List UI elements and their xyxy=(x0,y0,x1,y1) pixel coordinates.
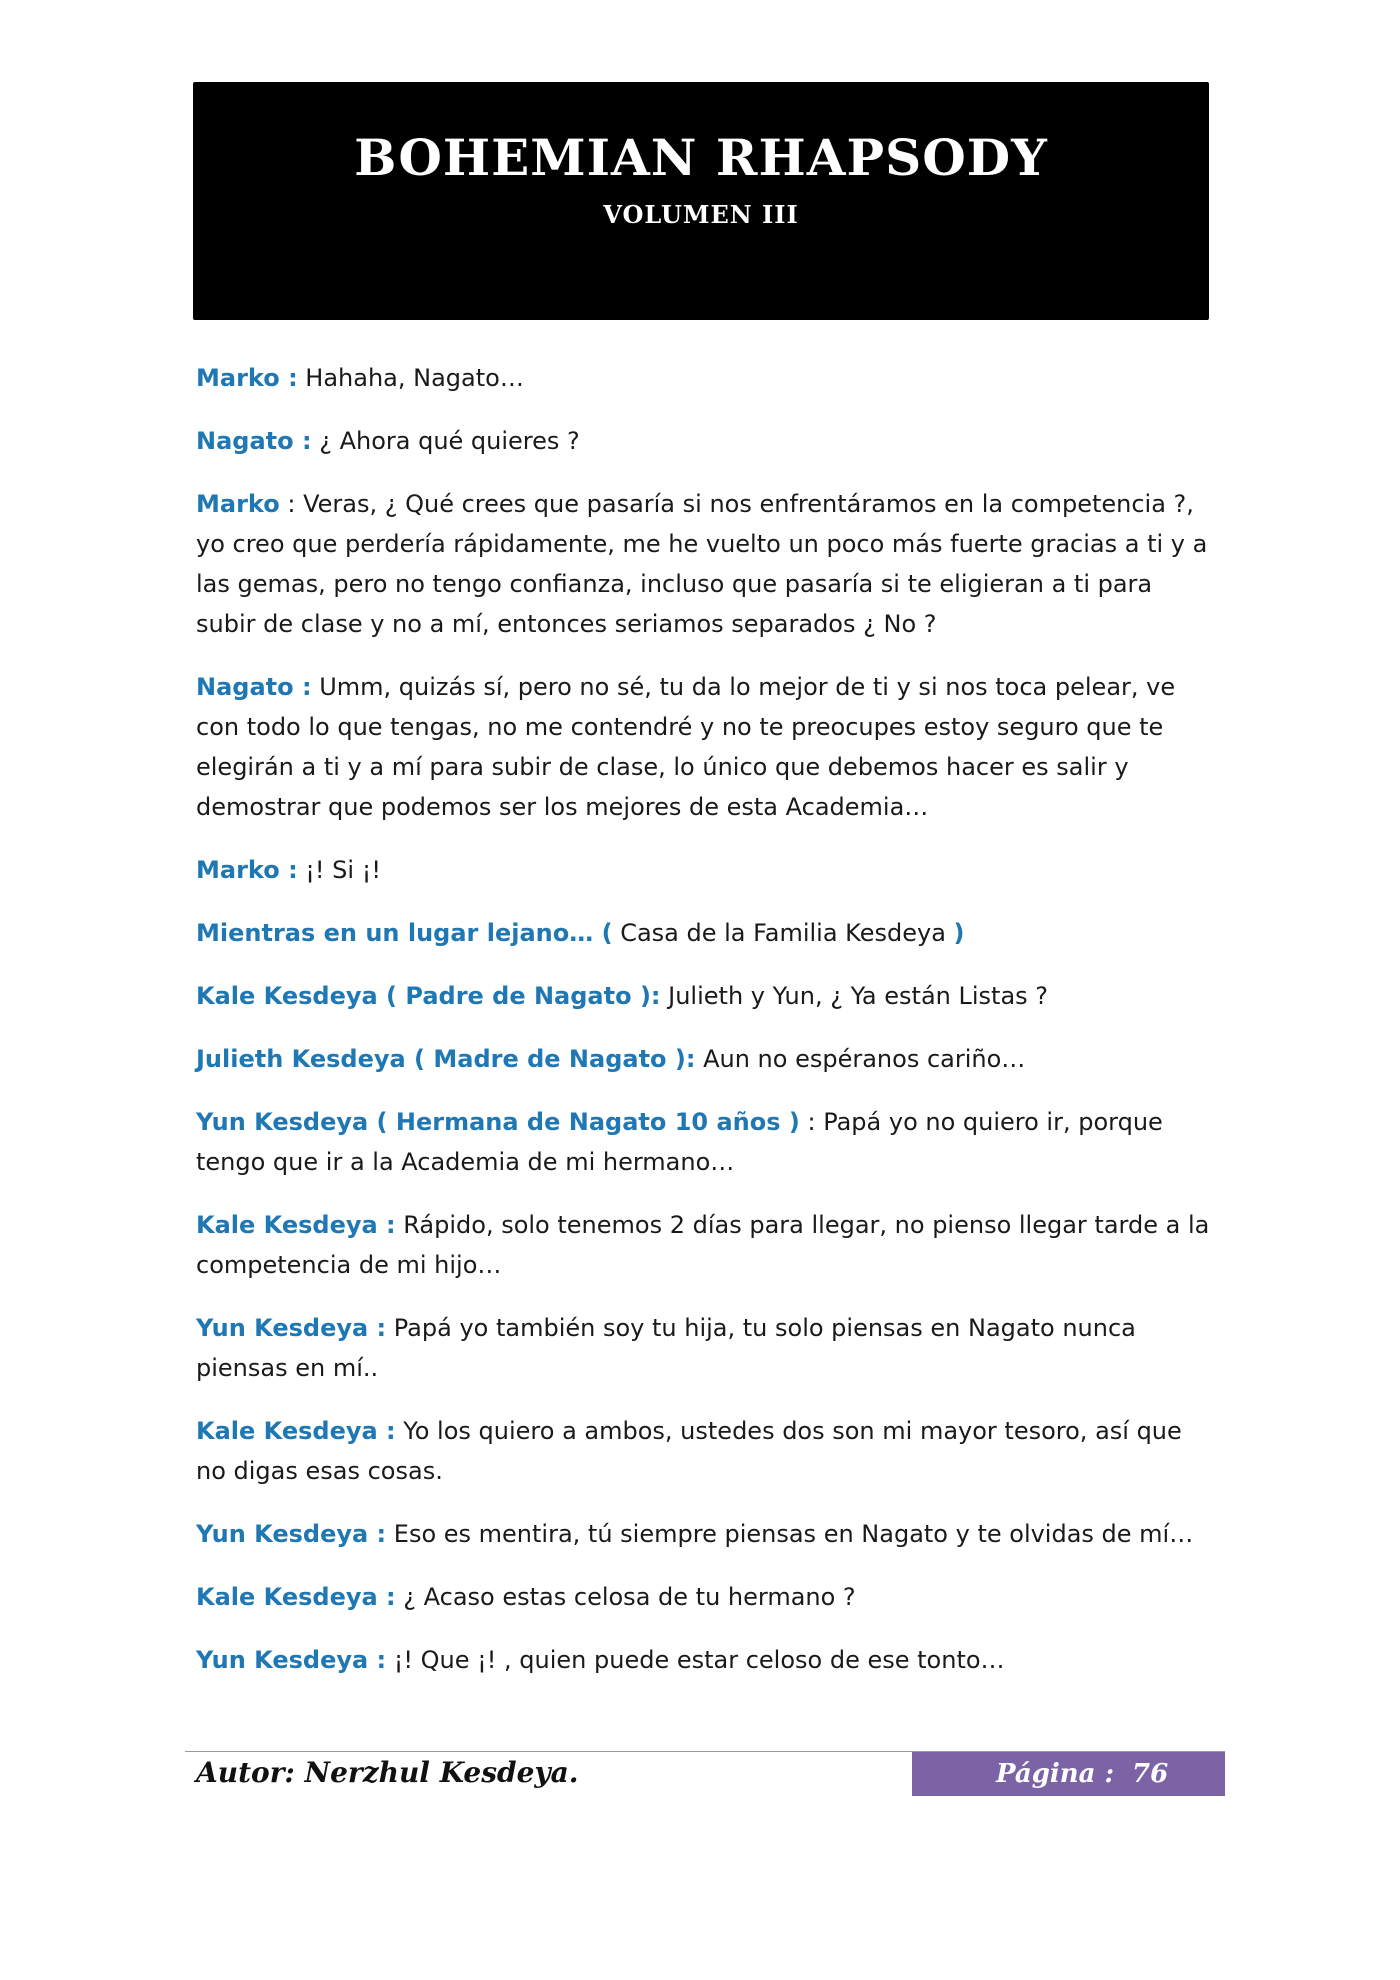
speaker-name: Kale Kesdeya : xyxy=(196,1211,396,1239)
dialogue-line xyxy=(196,1102,1212,1182)
speaker-name: Nagato : xyxy=(196,673,312,701)
dialogue-text: : Papá yo no quiero ir, porque tengo que ir a la Academia de mi hermano… xyxy=(196,1108,1163,1176)
dialogue-line xyxy=(196,358,1212,398)
speaker-name: Marko xyxy=(196,490,280,518)
dialogue-text: : Veras, ¿ Qué crees que pasaría si nos enfrentáramos en la competencia ?, yo creo que perdería rápidamente, me he vuelto un poco más fuerte gracias a ti y a las gemas, pero no tengo confianza, incluso que pasaría si te eligieran a ti para subir de clase y no a mí, entonces seriamos separados ¿ No ? xyxy=(196,490,1208,638)
dialogue-line xyxy=(196,1640,1212,1680)
header-banner xyxy=(193,82,1209,320)
dialogue-line xyxy=(196,484,1212,644)
speaker-name: Nagato : xyxy=(196,427,312,455)
book-title: BOHEMIAN RHAPSODY xyxy=(354,128,1048,187)
dialogue-text: Aun no espéranos cariño… xyxy=(695,1045,1026,1073)
dialogue-line xyxy=(196,667,1212,827)
dialogue-line xyxy=(196,850,1212,890)
page-number-badge xyxy=(912,1752,1225,1796)
dialogue-text: ¡! Que ¡! , quien puede estar celoso de ese tonto… xyxy=(386,1646,1005,1674)
speaker-name: Kale Kesdeya ( Padre de Nagato ): xyxy=(196,982,661,1010)
footer-author: Autor: Nerzhul Kesdeya. xyxy=(196,1756,579,1789)
dialogue-line xyxy=(196,1577,1212,1617)
dialogue-text: Hahaha, Nagato… xyxy=(297,364,524,392)
dialogue-line xyxy=(196,1039,1212,1079)
scene-change-line xyxy=(196,913,1212,953)
page-number: 76 xyxy=(1132,1759,1169,1789)
speaker-name: Marko : xyxy=(196,856,298,884)
dialogue-text: ¿ Ahora qué quieres ? xyxy=(311,427,580,455)
dialogue-line xyxy=(196,421,1212,461)
dialogue-line xyxy=(196,976,1212,1016)
speaker-name: Marko : xyxy=(196,364,298,392)
speaker-name: Yun Kesdeya : xyxy=(196,1520,387,1548)
dialogue-text: ¡! Si ¡! xyxy=(297,856,381,884)
dialogue-line xyxy=(196,1308,1212,1388)
scene-label: Mientras en un lugar lejano… ( xyxy=(196,919,613,947)
speaker-name: Julieth Kesdeya ( Madre de Nagato ): xyxy=(196,1045,696,1073)
dialogue-text: Eso es mentira, tú siempre piensas en Nagato y te olvidas de mí… xyxy=(386,1520,1194,1548)
dialogue-text: ¿ Acaso estas celosa de tu hermano ? xyxy=(395,1583,856,1611)
dialogue-text: Umm, quizás sí, pero no sé, tu da lo mejor de ti y si nos toca pelear, ve con todo lo que tengas, no me contendré y no te preocupes estoy seguro que te elegirán a ti y a mí para subir de clase, lo único que debemos hacer es salir y demostrar que podemos ser los mejores de esta Academia… xyxy=(196,673,1176,821)
volume-subtitle: VOLUMEN III xyxy=(603,200,799,229)
dialogue-text: Julieth y Yun, ¿ Ya están Listas ? xyxy=(660,982,1049,1010)
speaker-name: Yun Kesdeya : xyxy=(196,1314,387,1342)
dialogue-body xyxy=(196,358,1212,1703)
dialogue-text: Rápido, solo tenemos 2 días para llegar, no pienso llegar tarde a la competencia de mi hijo… xyxy=(196,1211,1210,1279)
dialogue-line xyxy=(196,1411,1212,1491)
scene-location: Casa de la Familia Kesdeya xyxy=(612,919,954,947)
speaker-name: Yun Kesdeya : xyxy=(196,1646,387,1674)
dialogue-text: Papá yo también soy tu hija, tu solo piensas en Nagato nunca piensas en mí.. xyxy=(196,1314,1136,1382)
dialogue-line xyxy=(196,1205,1212,1285)
dialogue-line xyxy=(196,1514,1212,1554)
speaker-name: Yun Kesdeya ( Hermana de Nagato 10 años ) xyxy=(196,1108,800,1136)
page-label: Página : xyxy=(996,1759,1115,1789)
speaker-name: Kale Kesdeya : xyxy=(196,1417,396,1445)
speaker-name: Kale Kesdeya : xyxy=(196,1583,396,1611)
scene-close-paren: ) xyxy=(953,919,965,947)
dialogue-text: Yo los quiero a ambos, ustedes dos son mi mayor tesoro, así que no digas esas cosas. xyxy=(196,1417,1182,1485)
